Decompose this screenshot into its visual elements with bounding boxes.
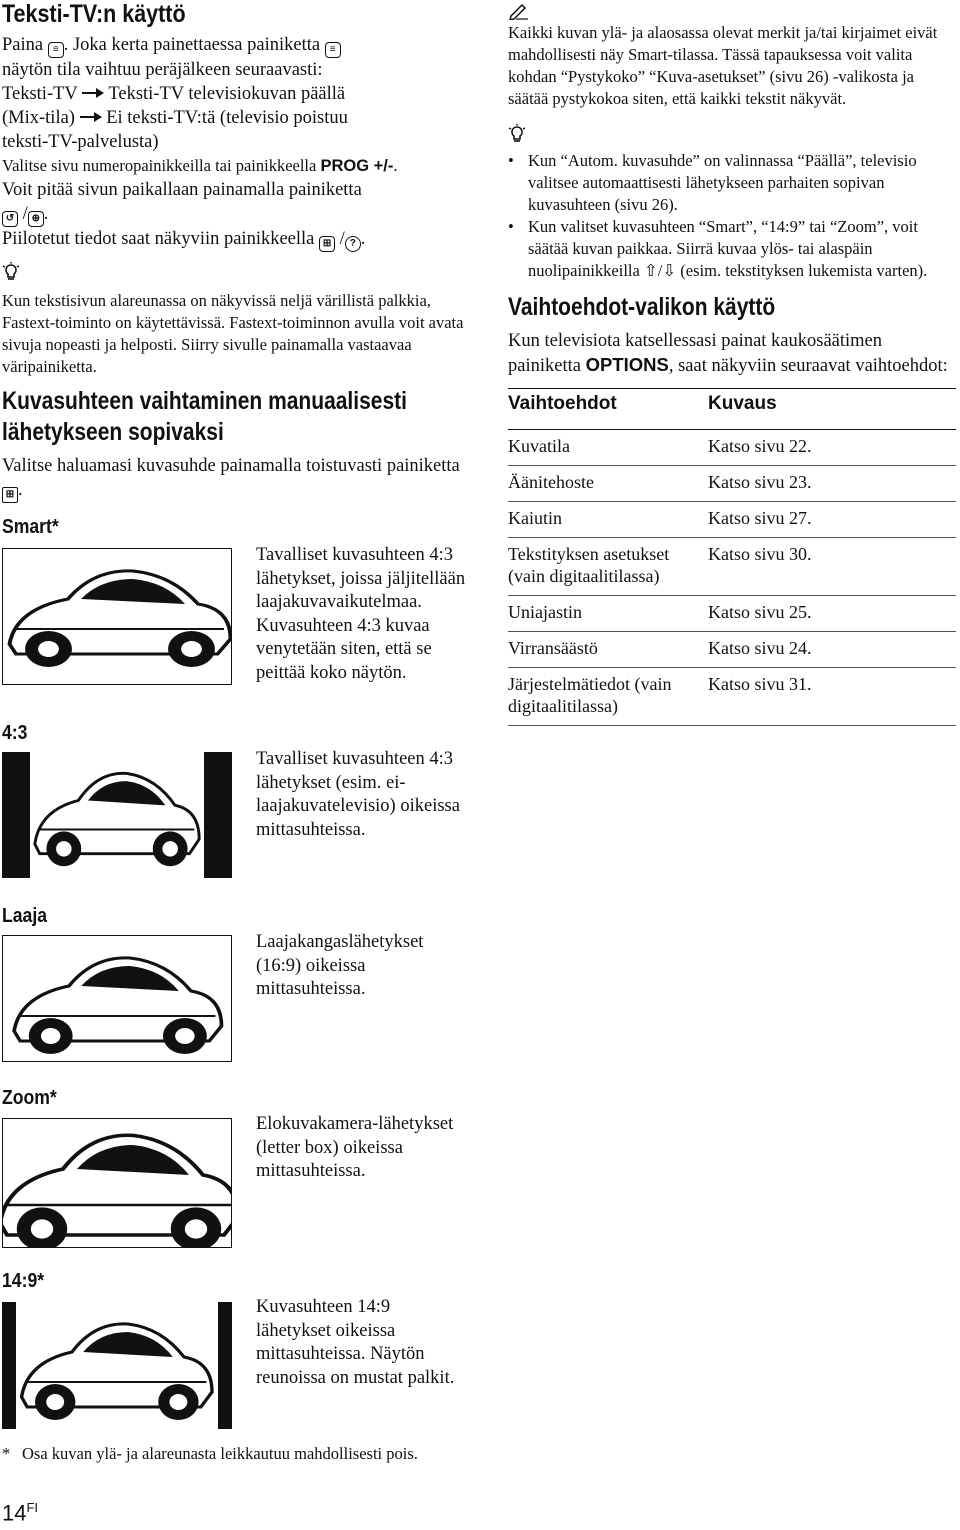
car-illustration-smart: [2, 548, 232, 685]
p1-mode-off: Ei teksti-TV:tä (televisio poistuu: [106, 108, 348, 128]
mode-description: Elokuvakamera-lähetykset (letter box) oikeissa mittasuhteissa.: [256, 1114, 454, 1181]
p1-text-b: . Joka kerta painettaessa painiketta: [63, 35, 321, 55]
teletext-button-icon: ≡: [325, 42, 341, 58]
table-cell: Tekstityksen asetukset (vain digitaalitilassa): [508, 538, 708, 596]
table-cell: Katso sivu 23.: [708, 466, 956, 502]
tip-lightbulb-icon: [2, 262, 20, 282]
p3-text: Voit pitää sivun paikallaan painamalla painiketta: [2, 180, 362, 200]
hold-button-icon-alt: ⊕: [28, 211, 44, 227]
footnote-mark: *: [2, 1444, 11, 1463]
page-number: [2, 1500, 38, 1526]
table-row: [508, 430, 956, 466]
car-image: [3, 936, 232, 1062]
options-intro-text: Kun televisiota katsellessasi painat kaukosäätimen painiketta: [508, 331, 883, 376]
note-pencil-icon: [508, 2, 530, 20]
car-image: [30, 752, 204, 878]
mode-label: Laaja: [2, 905, 48, 927]
p1-mode-teletext: Teksti-TV: [2, 84, 78, 104]
aspect-ratio-title: Kuvasuhteen vaihtaminen manuaalisesti lähetykseen sopivaksi: [2, 387, 407, 446]
page-language: FI: [26, 1500, 39, 1515]
p1-text-f: teksti-TV-palvelusta): [2, 132, 159, 152]
table-row: [508, 466, 956, 502]
mode-description: Laajakangaslähetykset (16:9) oikeissa mittasuhteissa.: [256, 932, 424, 999]
aspect-tips-list: [508, 150, 958, 282]
table-row: [508, 596, 956, 632]
smart-mode-note: Kaikki kuvan ylä- ja alaosassa olevat merkit ja/tai kirjaimet eivät mahdollisesti näy Smart-tilassa. Tässä tapauksessa voit valita kohdan “Pystykoko” “Kuva-asetukset” (sivu 26) -valikosta ja säätää pystykokoa siten, että kaikki tekstit näkyvät.: [508, 23, 938, 108]
p3-end: .: [43, 204, 49, 224]
p4-text: Piilotetut tiedot saat näkyviin painikkeella: [2, 229, 315, 249]
car-illustration-wide: [2, 935, 232, 1062]
car-illustration-4-3: [2, 752, 232, 878]
options-key-label: OPTIONS: [585, 354, 669, 375]
prog-key-label: PROG +/-: [320, 157, 394, 175]
car-illustration-zoom: [2, 1118, 232, 1248]
hold-button-icon: ↺: [2, 211, 18, 227]
teletext-title: Teksti-TV:n käyttö: [2, 0, 186, 28]
list-item: • Kun valitset kuvasuhteen “Smart”, “14:9” tai “Zoom”, voit säätää kuvan paikkaa. Siirrä kuvaa ylös- tai alaspäin nuolipainikkeilla ⇧/⇩ (esim. tekstityksen lukemista varten).: [528, 216, 958, 282]
car-image: [16, 1302, 218, 1429]
table-cell: Uniajastin: [508, 596, 708, 632]
p2-text: Valitse sivu numeropainikkeilla tai painikkeella: [2, 156, 317, 175]
arrow-right-icon: [80, 112, 102, 122]
aspect-intro-end: .: [18, 480, 23, 500]
table-row: [508, 538, 956, 596]
table-cell: Katso sivu 27.: [708, 502, 956, 538]
mode-description: Tavalliset kuvasuhteen 4:3 lähetykset (esim. ei-laajakuvatelevisio) oikeissa mittasuhteissa.: [256, 749, 460, 840]
teletext-instructions: Paina ≡ . Joka kerta painettaessa painiketta ≡ näytön tila vaihtuu peräjälkeen seuraavasti: Teksti-TV Teksti-TV televisiokuvan päällä (Mix-tila) Ei teksti-TV:tä (televisio poistuu teksti-TV-palvelusta) Valitse sivu numeropainikkeilla tai painikkeella PROG +/-. Voit pitää sivun paikallaan painamalla painiketta ↺ / ⊕ . Piilotetut tiedot saat näkyviin painikkeella ⊞ / ? .: [2, 33, 472, 252]
options-table: [508, 388, 956, 726]
options-intro: [508, 329, 958, 378]
aspect-intro: [2, 454, 472, 503]
p1-mode-mix: Teksti-TV televisiokuvan päällä: [108, 84, 346, 104]
car-image-frame: [16, 1302, 218, 1429]
table-cell: Kaiutin: [508, 502, 708, 538]
table-row: [508, 632, 956, 668]
table-cell: Katso sivu 25.: [708, 596, 956, 632]
table-header: Vaihtoehdot: [508, 393, 617, 414]
table-row: [508, 502, 956, 538]
fastext-tip: Kun tekstisivun alareunassa on näkyvissä neljä värillistä palkkia, Fastext-toiminto on käytettävissä. Fastext-toiminnon avulla voit avata sivuja nopeasti ja helposti. Siirry sivulle painamalla vastaavaa väripainiketta.: [2, 291, 464, 376]
car-image: [3, 1119, 232, 1248]
car-image-frame: [30, 752, 204, 878]
table-header: Kuvaus: [708, 393, 777, 414]
reveal-button-icon: ⊞: [319, 236, 335, 252]
table-cell: Äänitehoste: [508, 466, 708, 502]
table-cell: Katso sivu 31.: [708, 668, 956, 726]
table-cell: Katso sivu 30.: [708, 538, 956, 596]
mode-label: 4:3: [2, 722, 28, 744]
mode-label: 14:9*: [2, 1270, 45, 1292]
table-cell: Katso sivu 22.: [708, 430, 956, 466]
car-image: [3, 549, 232, 685]
table-cell: Järjestelmätiedot (vain digitaalitilassa): [508, 668, 708, 726]
p1-mix-label: (Mix-tila): [2, 108, 75, 128]
footnote: [2, 1443, 472, 1465]
table-cell: Katso sivu 24.: [708, 632, 956, 668]
right-column: [508, 0, 958, 726]
p2-end: .: [393, 156, 398, 175]
arrow-right-icon: [82, 88, 104, 98]
p1-text-c: näytön tila vaihtuu peräjälkeen seuraavasti:: [2, 60, 323, 80]
list-item: • Kun “Autom. kuvasuhde” on valinnassa “Päällä”, televisio valitsee automaattisesti lähetykseen parhaiten sopivan kuvasuhteen (sivu 26).: [528, 150, 958, 216]
left-column: [2, 0, 472, 503]
page-number-value: 14: [2, 1500, 27, 1526]
options-intro-end: , saat näkyviin seuraavat vaihtoehdot:: [668, 356, 948, 376]
tip-lightbulb-icon: [508, 124, 526, 144]
table-cell: Kuvatila: [508, 430, 708, 466]
p1-text-a: Paina: [2, 35, 44, 55]
wide-mode-button-icon: ⊞: [2, 487, 18, 503]
table-row: [508, 668, 956, 726]
help-button-icon: ?: [345, 236, 361, 252]
p4-end: .: [360, 229, 366, 249]
mode-description: Kuvasuhteen 14:9 lähetykset oikeissa mittasuhteissa. Näytön reunoissa on mustat palkit.: [256, 1297, 455, 1388]
options-title: Vaihtoehdot-valikon käyttö: [508, 293, 776, 321]
aspect-intro-text: Valitse haluamasi kuvasuhde painamalla toistuvasti painiketta: [2, 456, 460, 476]
footnote-text: Osa kuvan ylä- ja alareunasta leikkautuu mahdollisesti pois.: [22, 1444, 418, 1463]
mode-description: Tavalliset kuvasuhteen 4:3 lähetykset, joissa jäljitellään laajakuvavaikutelmaa. Kuvasuhteen 4:3 kuvaa venytetään siten, että se peittää koko näytön.: [256, 545, 466, 683]
car-illustration-14-9: [2, 1302, 232, 1429]
mode-label: Zoom*: [2, 1087, 57, 1109]
table-header-row: [508, 389, 956, 430]
teletext-button-icon: ≡: [48, 42, 64, 58]
table-cell: Virransäästö: [508, 632, 708, 668]
mode-label: Smart*: [2, 516, 59, 538]
